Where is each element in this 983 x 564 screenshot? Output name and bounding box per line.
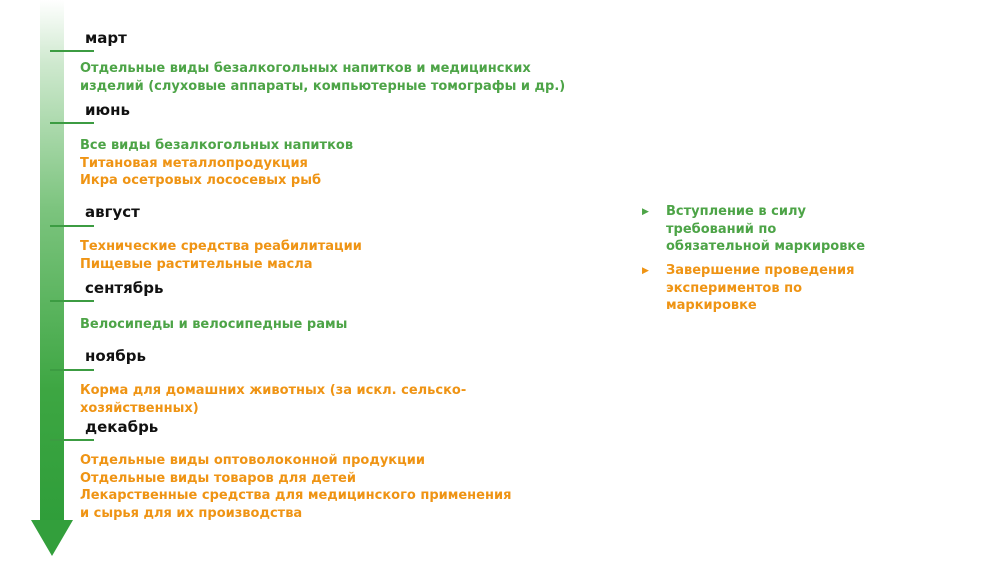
timeline-group-november bbox=[80, 382, 466, 417]
legend-text: Завершение проведения bbox=[666, 263, 855, 278]
month-label-june: июнь bbox=[85, 101, 130, 119]
month-label-december: декабрь bbox=[85, 418, 159, 436]
timeline-item: Пищевые растительные масла bbox=[80, 256, 313, 272]
month-label-september: сентябрь bbox=[85, 279, 164, 297]
timeline-group-march bbox=[80, 60, 565, 95]
timeline-item: хозяйственных) bbox=[80, 400, 199, 416]
timeline-item: Все виды безалкогольных напитков bbox=[80, 138, 354, 153]
month-label-november: ноябрь bbox=[85, 347, 146, 365]
legend-text: обязательной маркировке bbox=[666, 239, 866, 254]
legend-text: требований по bbox=[666, 221, 777, 237]
timeline-group-september bbox=[80, 316, 347, 334]
triangle-right-icon: ▶ bbox=[642, 266, 649, 276]
timeline-item: Велосипеды и велосипедные рамы bbox=[80, 317, 348, 332]
timeline-item: Отдельные виды товаров для детей bbox=[80, 470, 356, 486]
timeline-item: Отдельные виды безалкогольных напитков и медицинских bbox=[80, 61, 531, 76]
timeline-item: Отдельные виды оптоволоконной продукции bbox=[80, 453, 425, 468]
timeline-item: Икра осетровых лососевых рыб bbox=[80, 173, 322, 188]
timeline-item: Технические средства реабилитации bbox=[80, 239, 362, 254]
timeline-group-december bbox=[80, 452, 511, 522]
timeline-group-june bbox=[80, 137, 353, 190]
legend-text: экспериментов по bbox=[666, 280, 803, 296]
timeline-group-august bbox=[80, 238, 362, 273]
legend-text: маркировке bbox=[666, 298, 757, 313]
arrow-down-icon bbox=[31, 520, 73, 556]
legend-text: Вступление в силу bbox=[666, 204, 806, 219]
triangle-right-icon: ▶ bbox=[642, 207, 649, 217]
timeline-tick bbox=[50, 369, 94, 371]
timeline-tick bbox=[50, 439, 94, 441]
timeline-tick bbox=[50, 50, 94, 52]
timeline-item: изделий (слуховые аппараты, компьютерные томографы и др.) bbox=[80, 78, 566, 94]
timeline-tick bbox=[50, 122, 94, 124]
month-label-august: август bbox=[85, 203, 140, 221]
arrow-shaft bbox=[40, 0, 64, 522]
timeline-item: Лекарственные средства для медицинского применения bbox=[80, 488, 512, 503]
timeline-item: Корма для домашних животных (за искл. сельско- bbox=[80, 383, 467, 398]
timeline-tick bbox=[50, 225, 94, 227]
timeline-item: и сырья для их производства bbox=[80, 505, 303, 521]
timeline-tick bbox=[50, 300, 94, 302]
month-label-march: март bbox=[85, 29, 127, 47]
timeline-item: Титановая металлопродукция bbox=[80, 155, 308, 171]
